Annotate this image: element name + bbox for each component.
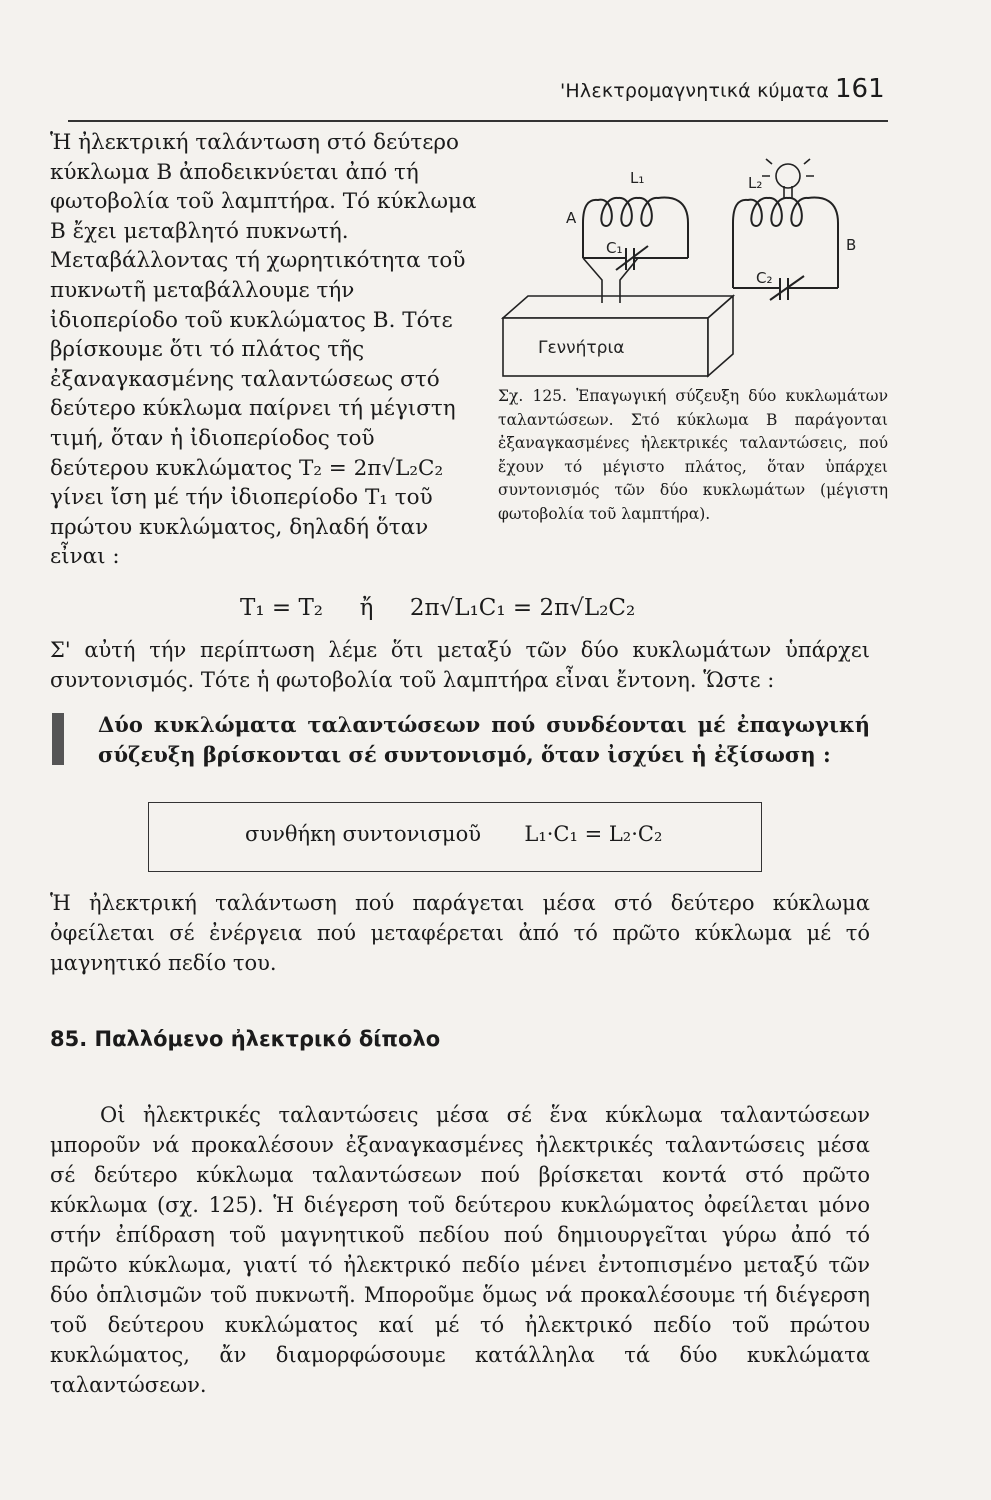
- capacitor-C1: [583, 246, 688, 270]
- section-paragraph: Οἱ ἠλεκτρικές ταλαντώσεις μέσα σέ ἕνα κύκλωμα ταλαντώσεων μποροῦν νά προκαλέσουν ἐξαναγκασμένες ἠλεκτρικές ταλαντώσεις μέσα σέ δεύτερο κύκλωμα ταλαντώσεων πού βρίσκεται κοντά στό πρῶτο κύκλωμα (σχ. 125). Ἡ διέγερση τοῦ δεύτερου κυκλώματος ὀφείλεται μόνο στήν ἐπίδραση τοῦ μαγνητικοῦ πεδίου πού δημιουργεῖται γύρω ἀπό τό πρῶτο κύκλωμα, γιατί τό ἠλεκτρικό πεδίο μένει ἐντοπισμένο μεταξύ τῶν δύο ὁπλισμῶν τοῦ πυκνωτῆ. Μποροῦμε ὅμως νά προκαλέσουμε τή διέγερση τοῦ δεύτερου κυκλώματος καί μέ τό ἠλεκτρικό πεδίο τοῦ πρώτου κυκλώματος, ἄν διαμορφώσουμε κατάλληλα τά δύο κυκλώματα ταλαντώσεων.: [50, 1103, 870, 1397]
- generator-label: Γεννήτρια: [538, 338, 625, 358]
- left-paragraph: Ἡ ἠλεκτρική ταλάντωση στό δεύτερο κύκλωμα Β ἀποδεικνύεται ἀπό τή φωτοβολία τοῦ λαμπτήρα. Τό κύκλωμα Β ἔχει μεταβλητό πυκνωτή. Μεταβάλλοντας τή χωρητικότητα τοῦ πυκνωτῆ μεταβάλλουμε τήν ἰδιοπερίοδο τοῦ κυκλώματος Β. Τότε βρίσκουμε ὅτι τό πλάτος τῆς ἐξαναγκασμένης ταλαντώσεως στό δεύτερο κύκλωμα παίρνει τή μέγιστη τιμή, ὅταν ἡ ἰδιοπερίοδος τοῦ δεύτερου κυκλώματος T₂ = 2π√L₂C₂ γίνει ἴση μέ τήν ἰδιοπερίοδο T₁ τοῦ πρώτου κυκλώματος, δηλαδή ὅταν εἶναι :: [50, 130, 477, 570]
- coil-L1: [583, 198, 688, 258]
- label-B: B: [846, 236, 857, 254]
- coil-L2: [733, 198, 838, 288]
- label-L2: L₂: [748, 174, 763, 192]
- label-A: A: [566, 209, 577, 227]
- section-title: 85. Παλλόμενο ἠλεκτρικό δίπολο: [50, 1027, 441, 1051]
- label-C1: C₁: [606, 239, 623, 257]
- lamp-icon: [762, 158, 814, 198]
- generator-box: [503, 296, 733, 376]
- figure-caption: Σχ. 125. Ἐπαγωγική σύζευξη δύο κυκλωμάτων ταλαντώσεων. Στό κύκλωμα Β παράγονται ἐξαναγκασμένες ἠλεκτρικές ταλαντώσεις, πού ἔχουν τό μέγιστο πλάτος, ὅταν ὑπάρχει συντονισμός τῶν δύο κυκλωμάτων (μέγιστη φωτοβολία τοῦ λαμπτήρα).: [498, 387, 888, 523]
- running-header: 'Ηλεκτρομαγνητικά κύματα: [560, 80, 830, 102]
- energy-paragraph: Ἡ ἠλεκτρική ταλάντωση πού παράγεται μέσα στό δεύτερο κύκλωμα ὀφείλεται σέ ἐνέργεια πού μεταφέρεται ἀπό τό πρῶτο κύκλωμα μέ τό μαγνητικό πεδίο του.: [50, 891, 870, 975]
- circuit-figure: [498, 158, 893, 383]
- equation-line: T₁ = T₂ ἤ 2π√L₁C₁ = 2π√L₂C₂: [240, 595, 636, 621]
- highlight-marker: [52, 713, 64, 765]
- condition-label: συνθήκη συντονισμοῦ: [245, 822, 481, 846]
- header-rule: [68, 120, 888, 122]
- label-L1: L₁: [630, 169, 645, 187]
- condition-formula: L₁·C₁ = L₂·C₂: [524, 822, 663, 846]
- left-column: [50, 128, 480, 572]
- label-C2: C₂: [756, 269, 773, 287]
- capacitor-C2: [733, 276, 838, 300]
- resonance-condition-text: [245, 822, 662, 846]
- page-number: 161: [835, 74, 885, 104]
- rule-statement: Δύο κυκλώματα ταλαντώσεων πού συνδέονται μέ ἐπαγωγική σύζευξη βρίσκονται σέ συντονισμό, ὅταν ἰσχύει ἡ ἐξίσωση :: [98, 712, 870, 767]
- resonance-paragraph: Σ' αὐτή τήν περίπτωση λέμε ὅτι μεταξύ τῶν δύο κυκλωμάτων ὑπάρχει συντονισμός. Τότε ἡ φωτοβολία τοῦ λαμπτήρα εἶναι ἔντονη. Ὥστε :: [50, 638, 870, 692]
